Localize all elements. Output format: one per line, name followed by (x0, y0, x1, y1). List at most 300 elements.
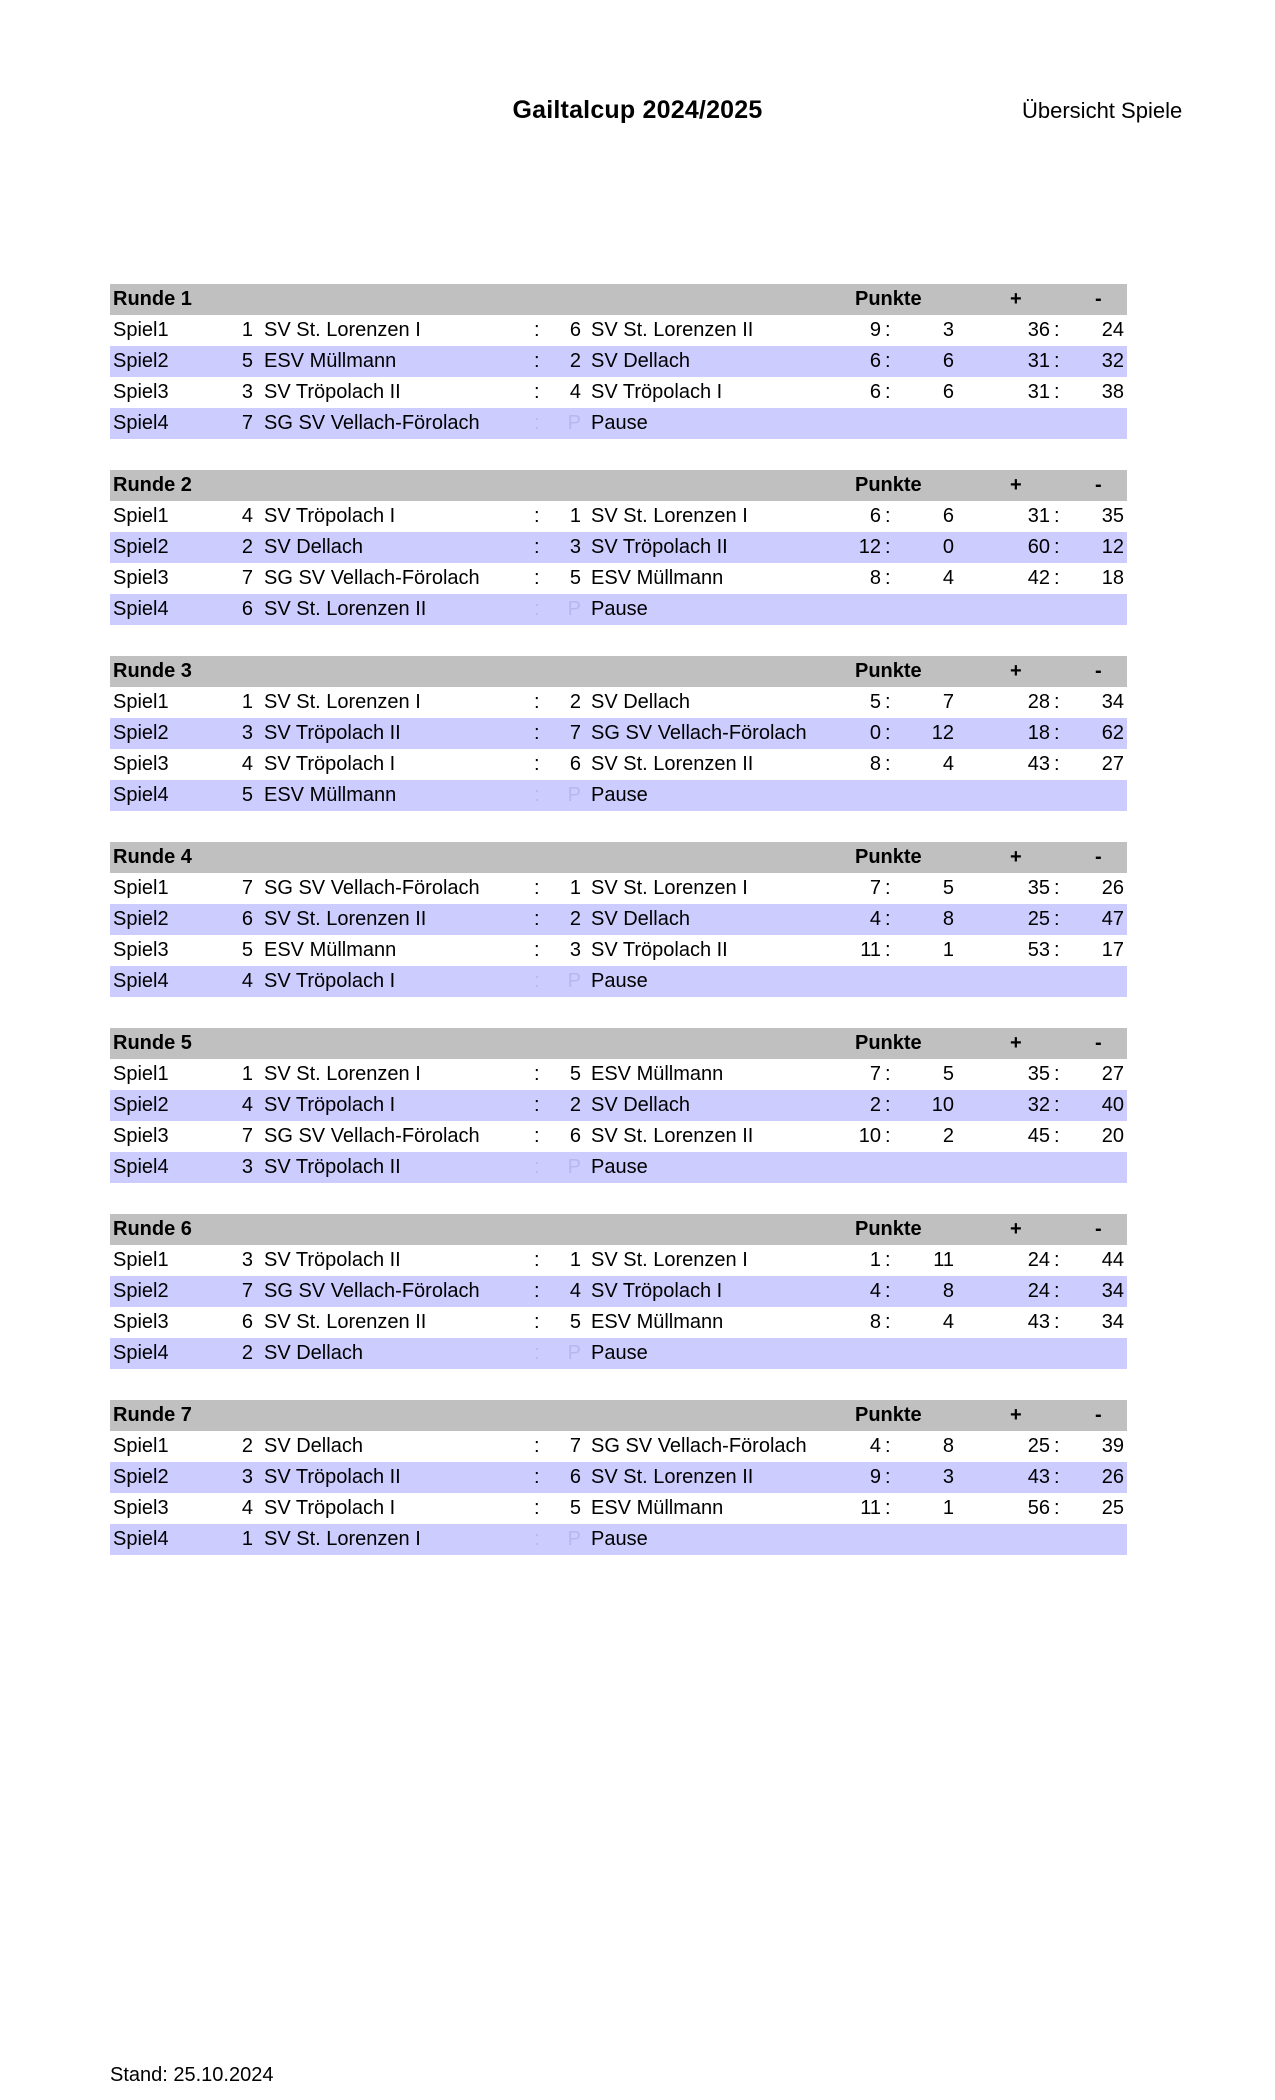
game-row (110, 1338, 1127, 1369)
away-team-number: 6 (569, 319, 581, 341)
home-points: 1 (869, 1249, 881, 1271)
goals-plus: 24 (1027, 1280, 1050, 1302)
away-points: 4 (942, 753, 954, 775)
away-team-name: ESV Müllmann (591, 567, 724, 589)
home-team-number: 6 (241, 908, 253, 930)
points-header: Punkte (855, 288, 922, 310)
away-points: 1 (942, 939, 954, 961)
away-points: 3 (942, 1466, 954, 1488)
minus-header: - (1095, 1404, 1102, 1426)
game-label: Spiel2 (113, 536, 169, 558)
separator-colon: : (534, 970, 540, 992)
goals-colon: : (1054, 1435, 1060, 1457)
home-team-name: SG SV Vellach-Förolach (264, 1280, 480, 1302)
away-team-number: 3 (569, 536, 581, 558)
game-label: Spiel3 (113, 381, 169, 403)
game-label: Spiel4 (113, 1342, 169, 1364)
goals-minus: 40 (1101, 1094, 1124, 1116)
home-points: 8 (869, 1311, 881, 1333)
pause-label: Pause (591, 598, 648, 620)
minus-header: - (1095, 660, 1102, 682)
game-row (110, 1431, 1127, 1462)
pause-label: Pause (591, 970, 648, 992)
goals-colon: : (1054, 753, 1060, 775)
away-points: 5 (942, 1063, 954, 1085)
home-team-number: 5 (241, 939, 253, 961)
points-header: Punkte (855, 660, 922, 682)
points-colon: : (885, 1466, 891, 1488)
home-team-number: 7 (241, 412, 253, 434)
home-team-number: 3 (241, 381, 253, 403)
goals-plus: 31 (1027, 381, 1050, 403)
home-points: 11 (860, 1497, 881, 1519)
home-team-number: 3 (241, 1466, 253, 1488)
game-row (110, 346, 1127, 377)
points-colon: : (885, 1311, 891, 1333)
home-team-name: ESV Müllmann (264, 784, 397, 806)
goals-colon: : (1054, 1280, 1060, 1302)
goals-colon: : (1054, 1125, 1060, 1147)
separator-colon: : (534, 784, 540, 806)
home-points: 10 (858, 1125, 881, 1147)
points-colon: : (885, 1280, 891, 1302)
goals-minus: 24 (1101, 319, 1124, 341)
away-points: 12 (931, 722, 954, 744)
home-team-name: SV Tröpolach I (264, 505, 396, 527)
game-label: Spiel1 (113, 1435, 169, 1457)
minus-header: - (1095, 474, 1102, 496)
game-label: Spiel3 (113, 1311, 169, 1333)
home-team-number: 7 (241, 877, 253, 899)
home-team-number: 3 (241, 1249, 253, 1271)
goals-minus: 38 (1101, 381, 1124, 403)
home-team-number: 6 (241, 598, 253, 620)
game-row (110, 1276, 1127, 1307)
separator-colon: : (534, 1466, 540, 1488)
page-subtitle: Übersicht Spiele (1022, 98, 1183, 123)
separator-colon: : (534, 1156, 540, 1178)
away-team-number: 6 (569, 1466, 581, 1488)
away-team-name: SV Dellach (591, 691, 690, 713)
goals-minus: 44 (1101, 1249, 1124, 1271)
separator-colon: : (534, 877, 540, 899)
points-colon: : (885, 536, 891, 558)
away-team-number: 2 (569, 350, 581, 372)
round-header (110, 1400, 1127, 1431)
away-team-name: ESV Müllmann (591, 1063, 724, 1085)
round-header (110, 1028, 1127, 1059)
home-team-number: 3 (241, 1156, 253, 1178)
goals-colon: : (1054, 691, 1060, 713)
home-points: 2 (869, 1094, 881, 1116)
goals-colon: : (1054, 381, 1060, 403)
away-team-name: SG SV Vellach-Förolach (591, 722, 807, 744)
goals-minus: 12 (1101, 536, 1124, 558)
goals-colon: : (1054, 877, 1060, 899)
away-team-number: 1 (569, 877, 581, 899)
separator-colon: : (534, 1528, 540, 1550)
home-team-number: 5 (241, 784, 253, 806)
points-colon: : (885, 505, 891, 527)
stand-date: Stand: 25.10.2024 (110, 2064, 274, 2086)
home-team-name: SV Tröpolach I (264, 1094, 396, 1116)
away-points: 8 (942, 1280, 954, 1302)
goals-colon: : (1054, 722, 1060, 744)
game-row (110, 687, 1127, 718)
home-points: 4 (869, 1280, 881, 1302)
points-colon: : (885, 1435, 891, 1457)
plus-header: + (1010, 1032, 1022, 1054)
away-points: 10 (931, 1094, 954, 1116)
away-team-name: SV St. Lorenzen I (591, 877, 748, 899)
home-team-name: SV St. Lorenzen II (264, 598, 427, 620)
separator-colon: : (534, 1280, 540, 1302)
goals-plus: 43 (1027, 753, 1050, 775)
round-header (110, 284, 1127, 315)
game-row (110, 377, 1127, 408)
round-title: Runde 1 (113, 288, 192, 310)
round-block (110, 1028, 1127, 1183)
pause-marker: P (567, 598, 581, 620)
goals-colon: : (1054, 1311, 1060, 1333)
goals-plus: 18 (1027, 722, 1050, 744)
goals-minus: 62 (1101, 722, 1124, 744)
home-team-name: SV St. Lorenzen I (264, 319, 421, 341)
game-label: Spiel4 (113, 412, 169, 434)
goals-plus: 45 (1027, 1125, 1050, 1147)
goals-plus: 35 (1027, 877, 1050, 899)
game-label: Spiel3 (113, 567, 169, 589)
points-header: Punkte (855, 474, 922, 496)
round-block (110, 842, 1127, 997)
game-row (110, 749, 1127, 780)
home-team-number: 1 (241, 1528, 253, 1550)
goals-colon: : (1054, 908, 1060, 930)
points-header: Punkte (855, 846, 922, 868)
points-header: Punkte (855, 1032, 922, 1054)
separator-colon: : (534, 691, 540, 713)
separator-colon: : (534, 381, 540, 403)
home-points: 4 (869, 908, 881, 930)
away-team-name: SV St. Lorenzen II (591, 319, 754, 341)
goals-minus: 34 (1101, 691, 1124, 713)
home-team-number: 4 (241, 753, 253, 775)
home-team-name: SG SV Vellach-Förolach (264, 412, 480, 434)
away-team-number: 2 (569, 908, 581, 930)
game-label: Spiel1 (113, 1249, 169, 1271)
separator-colon: : (534, 350, 540, 372)
goals-colon: : (1054, 1466, 1060, 1488)
away-points: 8 (942, 908, 954, 930)
home-team-name: SV Tröpolach II (264, 1156, 401, 1178)
home-team-name: SV Dellach (264, 1342, 363, 1364)
pause-marker: P (567, 970, 581, 992)
home-team-number: 2 (241, 1342, 253, 1364)
pause-label: Pause (591, 1528, 648, 1550)
away-points: 6 (942, 381, 954, 403)
separator-colon: : (534, 1311, 540, 1333)
game-row (110, 1121, 1127, 1152)
game-row (110, 904, 1127, 935)
away-team-name: SV Tröpolach I (591, 1280, 723, 1302)
goals-plus: 24 (1027, 1249, 1050, 1271)
away-team-name: SV Dellach (591, 350, 690, 372)
game-label: Spiel2 (113, 1094, 169, 1116)
points-colon: : (885, 319, 891, 341)
game-row (110, 718, 1127, 749)
away-team-name: SV St. Lorenzen II (591, 1125, 754, 1147)
home-team-number: 3 (241, 722, 253, 744)
home-points: 6 (869, 350, 881, 372)
home-team-name: SV Tröpolach II (264, 722, 401, 744)
game-label: Spiel2 (113, 908, 169, 930)
goals-plus: 43 (1027, 1311, 1050, 1333)
separator-colon: : (534, 567, 540, 589)
goals-minus: 39 (1101, 1435, 1124, 1457)
goals-minus: 47 (1101, 908, 1124, 930)
away-points: 4 (942, 567, 954, 589)
game-row (110, 563, 1127, 594)
away-team-number: 7 (569, 722, 581, 744)
points-colon: : (885, 1125, 891, 1147)
game-label: Spiel3 (113, 939, 169, 961)
points-colon: : (885, 350, 891, 372)
home-team-name: SV Tröpolach II (264, 1466, 401, 1488)
pause-marker: P (567, 1342, 581, 1364)
points-colon: : (885, 1094, 891, 1116)
game-label: Spiel2 (113, 350, 169, 372)
game-row (110, 1059, 1127, 1090)
away-team-number: 6 (569, 1125, 581, 1147)
home-team-name: ESV Müllmann (264, 939, 397, 961)
goals-minus: 17 (1101, 939, 1124, 961)
game-row (110, 1090, 1127, 1121)
round-title: Runde 5 (113, 1032, 192, 1054)
home-team-name: SV Tröpolach II (264, 1249, 401, 1271)
away-team-number: 4 (569, 381, 581, 403)
round-header (110, 842, 1127, 873)
game-label: Spiel4 (113, 784, 169, 806)
round-title: Runde 4 (113, 846, 192, 868)
round-block (110, 470, 1127, 625)
goals-minus: 27 (1101, 753, 1124, 775)
goals-plus: 31 (1027, 350, 1050, 372)
home-team-number: 2 (241, 1435, 253, 1457)
pause-label: Pause (591, 1156, 648, 1178)
separator-colon: : (534, 1249, 540, 1271)
points-colon: : (885, 939, 891, 961)
home-team-number: 5 (241, 350, 253, 372)
home-team-name: SG SV Vellach-Förolach (264, 567, 480, 589)
home-points: 6 (869, 505, 881, 527)
away-team-number: 7 (569, 1435, 581, 1457)
game-row (110, 315, 1127, 346)
goals-minus: 18 (1101, 567, 1124, 589)
points-colon: : (885, 1497, 891, 1519)
pause-marker: P (567, 1156, 581, 1178)
away-team-name: SV Tröpolach I (591, 381, 723, 403)
home-team-number: 4 (241, 1497, 253, 1519)
home-team-name: SV Tröpolach I (264, 1497, 396, 1519)
away-team-number: 6 (569, 753, 581, 775)
goals-plus: 25 (1027, 908, 1050, 930)
round-header (110, 1214, 1127, 1245)
goals-colon: : (1054, 350, 1060, 372)
away-team-name: SV St. Lorenzen II (591, 753, 754, 775)
home-team-number: 4 (241, 1094, 253, 1116)
away-team-name: SV Dellach (591, 1094, 690, 1116)
game-label: Spiel2 (113, 1280, 169, 1302)
separator-colon: : (534, 412, 540, 434)
home-team-name: SV Tröpolach I (264, 970, 396, 992)
goals-plus: 35 (1027, 1063, 1050, 1085)
pause-marker: P (567, 784, 581, 806)
separator-colon: : (534, 1342, 540, 1364)
points-colon: : (885, 877, 891, 899)
home-team-name: SV St. Lorenzen I (264, 691, 421, 713)
game-label: Spiel3 (113, 753, 169, 775)
separator-colon: : (534, 722, 540, 744)
goals-plus: 60 (1027, 536, 1050, 558)
plus-header: + (1010, 846, 1022, 868)
goals-minus: 27 (1101, 1063, 1124, 1085)
plus-header: + (1010, 660, 1022, 682)
home-points: 6 (869, 381, 881, 403)
away-team-number: 2 (569, 691, 581, 713)
away-team-number: 4 (569, 1280, 581, 1302)
home-team-name: SG SV Vellach-Förolach (264, 877, 480, 899)
points-colon: : (885, 691, 891, 713)
plus-header: + (1010, 288, 1022, 310)
separator-colon: : (534, 598, 540, 620)
separator-colon: : (534, 505, 540, 527)
home-team-name: SV St. Lorenzen I (264, 1528, 421, 1550)
game-row (110, 780, 1127, 811)
minus-header: - (1095, 846, 1102, 868)
goals-colon: : (1054, 1094, 1060, 1116)
goals-colon: : (1054, 536, 1060, 558)
away-team-number: 5 (569, 1497, 581, 1519)
goals-plus: 56 (1027, 1497, 1050, 1519)
goals-minus: 26 (1101, 877, 1124, 899)
game-row (110, 1245, 1127, 1276)
separator-colon: : (534, 908, 540, 930)
game-row (110, 532, 1127, 563)
away-team-name: SV St. Lorenzen II (591, 1466, 754, 1488)
minus-header: - (1095, 1218, 1102, 1240)
home-team-number: 1 (241, 691, 253, 713)
game-label: Spiel4 (113, 598, 169, 620)
game-row (110, 966, 1127, 997)
goals-minus: 25 (1101, 1497, 1124, 1519)
home-team-name: ESV Müllmann (264, 350, 397, 372)
game-label: Spiel1 (113, 319, 169, 341)
game-row (110, 501, 1127, 532)
away-team-number: 5 (569, 1311, 581, 1333)
goals-plus: 25 (1027, 1435, 1050, 1457)
round-title: Runde 3 (113, 660, 192, 682)
home-team-name: SV Tröpolach I (264, 753, 396, 775)
goals-plus: 28 (1027, 691, 1050, 713)
game-row (110, 408, 1127, 439)
pause-label: Pause (591, 1342, 648, 1364)
home-points: 8 (869, 567, 881, 589)
separator-colon: : (534, 753, 540, 775)
home-team-number: 1 (241, 319, 253, 341)
away-team-number: 2 (569, 1094, 581, 1116)
game-label: Spiel4 (113, 970, 169, 992)
home-team-number: 7 (241, 1280, 253, 1302)
home-team-name: SV Dellach (264, 536, 363, 558)
pause-marker: P (567, 412, 581, 434)
page-title: Gailtalcup 2024/2025 (512, 96, 763, 124)
round-block (110, 656, 1127, 811)
points-colon: : (885, 567, 891, 589)
goals-minus: 35 (1101, 505, 1124, 527)
home-team-name: SV St. Lorenzen II (264, 1311, 427, 1333)
home-points: 9 (869, 1466, 881, 1488)
away-team-name: ESV Müllmann (591, 1311, 724, 1333)
away-team-name: SV Tröpolach II (591, 536, 728, 558)
home-team-number: 1 (241, 1063, 253, 1085)
home-points: 11 (860, 939, 881, 961)
home-team-name: SV St. Lorenzen I (264, 1063, 421, 1085)
game-row (110, 1307, 1127, 1338)
points-header: Punkte (855, 1404, 922, 1426)
away-points: 6 (942, 505, 954, 527)
away-team-name: ESV Müllmann (591, 1497, 724, 1519)
points-colon: : (885, 722, 891, 744)
home-points: 4 (869, 1435, 881, 1457)
away-points: 5 (942, 877, 954, 899)
goals-colon: : (1054, 939, 1060, 961)
goals-plus: 42 (1027, 567, 1050, 589)
game-label: Spiel1 (113, 1063, 169, 1085)
separator-colon: : (534, 939, 540, 961)
round-block (110, 284, 1127, 439)
away-points: 11 (933, 1249, 954, 1271)
home-team-number: 7 (241, 567, 253, 589)
plus-header: + (1010, 474, 1022, 496)
game-label: Spiel2 (113, 722, 169, 744)
away-team-name: SV St. Lorenzen I (591, 1249, 748, 1271)
away-team-number: 5 (569, 567, 581, 589)
separator-colon: : (534, 1435, 540, 1457)
home-team-name: SV Dellach (264, 1435, 363, 1457)
points-header: Punkte (855, 1218, 922, 1240)
game-row (110, 873, 1127, 904)
away-points: 8 (942, 1435, 954, 1457)
home-team-number: 7 (241, 1125, 253, 1147)
home-points: 12 (858, 536, 881, 558)
game-row (110, 1462, 1127, 1493)
away-points: 7 (942, 691, 954, 713)
goals-plus: 31 (1027, 505, 1050, 527)
away-team-name: SV Tröpolach II (591, 939, 728, 961)
goals-plus: 43 (1027, 1466, 1050, 1488)
away-points: 4 (942, 1311, 954, 1333)
game-label: Spiel3 (113, 1125, 169, 1147)
game-row (110, 1152, 1127, 1183)
away-team-name: SG SV Vellach-Förolach (591, 1435, 807, 1457)
goals-minus: 26 (1101, 1466, 1124, 1488)
home-points: 8 (869, 753, 881, 775)
away-team-number: 3 (569, 939, 581, 961)
game-label: Spiel4 (113, 1156, 169, 1178)
goals-minus: 32 (1101, 350, 1124, 372)
points-colon: : (885, 381, 891, 403)
home-points: 5 (869, 691, 881, 713)
